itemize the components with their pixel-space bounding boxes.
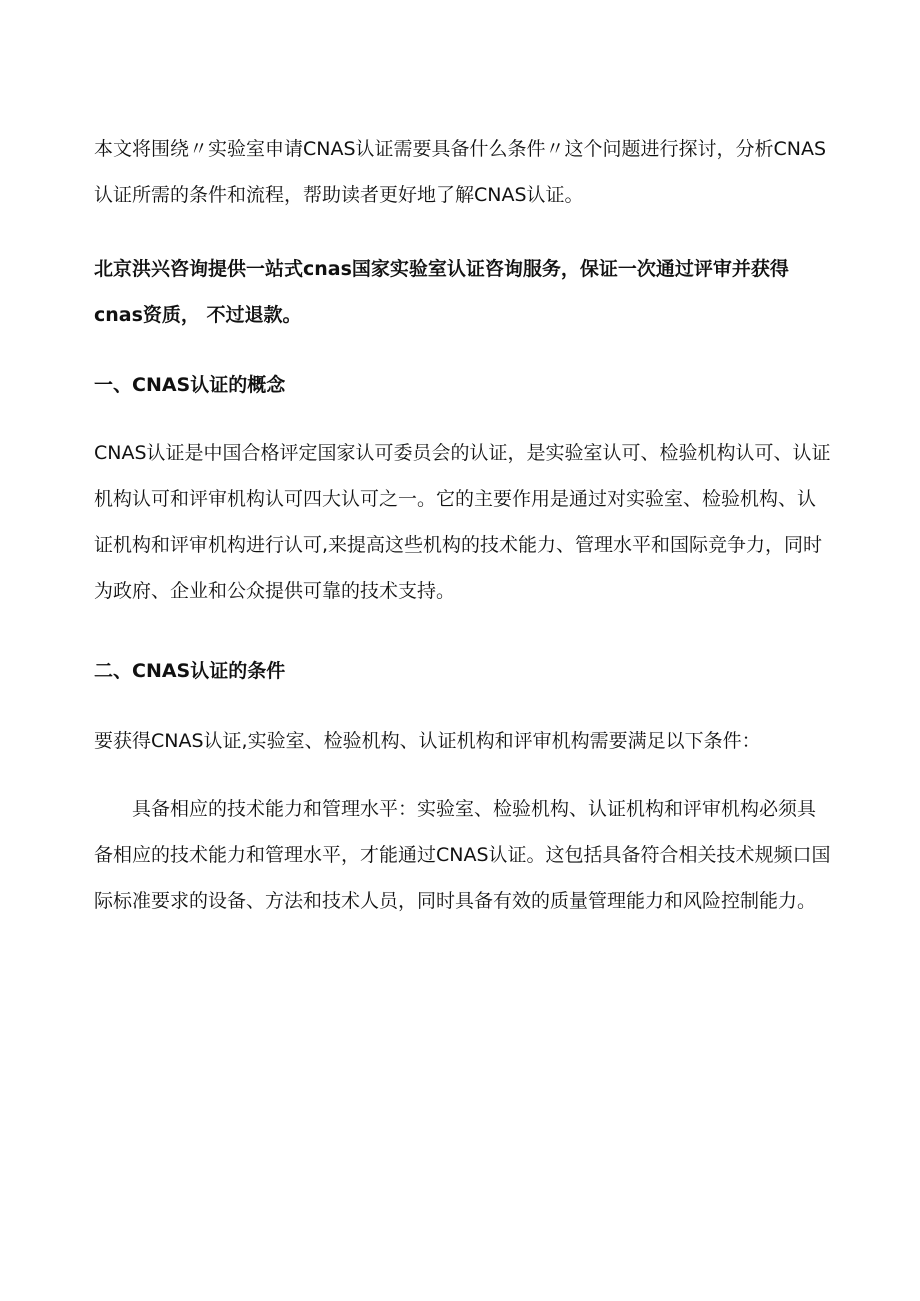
section2-intro-paragraph (94, 718, 834, 764)
promo-text: 北京洪兴咨询提供一站式cnas国家实验室认证咨询服务，保证一次通过评审并获得cnas资质， 不过退款。 (94, 258, 789, 326)
section1-paragraph (94, 430, 834, 614)
section2-heading-block (94, 648, 834, 694)
section1-body-text: CNAS认证是中国合格评定国家认可委员会的认证，是实验室认可、检验机构认可、认证机构认可和评审机构认可四大认可之一。它的主要作用是通过对实验室、检验机构、认证机构和评审机构进行认可,来提高这些机构的技术能力、管理水平和国际竞争力，同时为政府、企业和公众提供可靠的技术支持。 (94, 442, 831, 602)
intro-text: 本文将围绕〃实验室申请CNAS认证需要具备什么条件〃这个问题进行探讨，分析CNAS认证所需的条件和流程，帮助读者更好地了解CNAS认证。 (94, 138, 827, 206)
section2-item1-paragraph (94, 786, 834, 924)
section2-heading: 二、CNAS认证的条件 (94, 660, 286, 682)
section2-item1-text: 具备相应的技术能力和管理水平：实验室、检验机构、认证机构和评审机构必须具备相应的技术能力和管理水平，才能通过CNAS认证。这包括具备符合相关技术规频口国际标准要求的设备、方法和技术人员，同时具备有效的质量管理能力和风险控制能力。 (94, 798, 831, 912)
section1-heading: 一、CNAS认证的概念 (94, 374, 286, 396)
intro-paragraph (94, 126, 834, 218)
section2-intro-text: 要获得CNAS认证,实验室、检验机构、认证机构和评审机构需要满足以下条件： (94, 730, 761, 752)
section1-heading-block (94, 362, 834, 408)
promo-paragraph (94, 246, 834, 338)
